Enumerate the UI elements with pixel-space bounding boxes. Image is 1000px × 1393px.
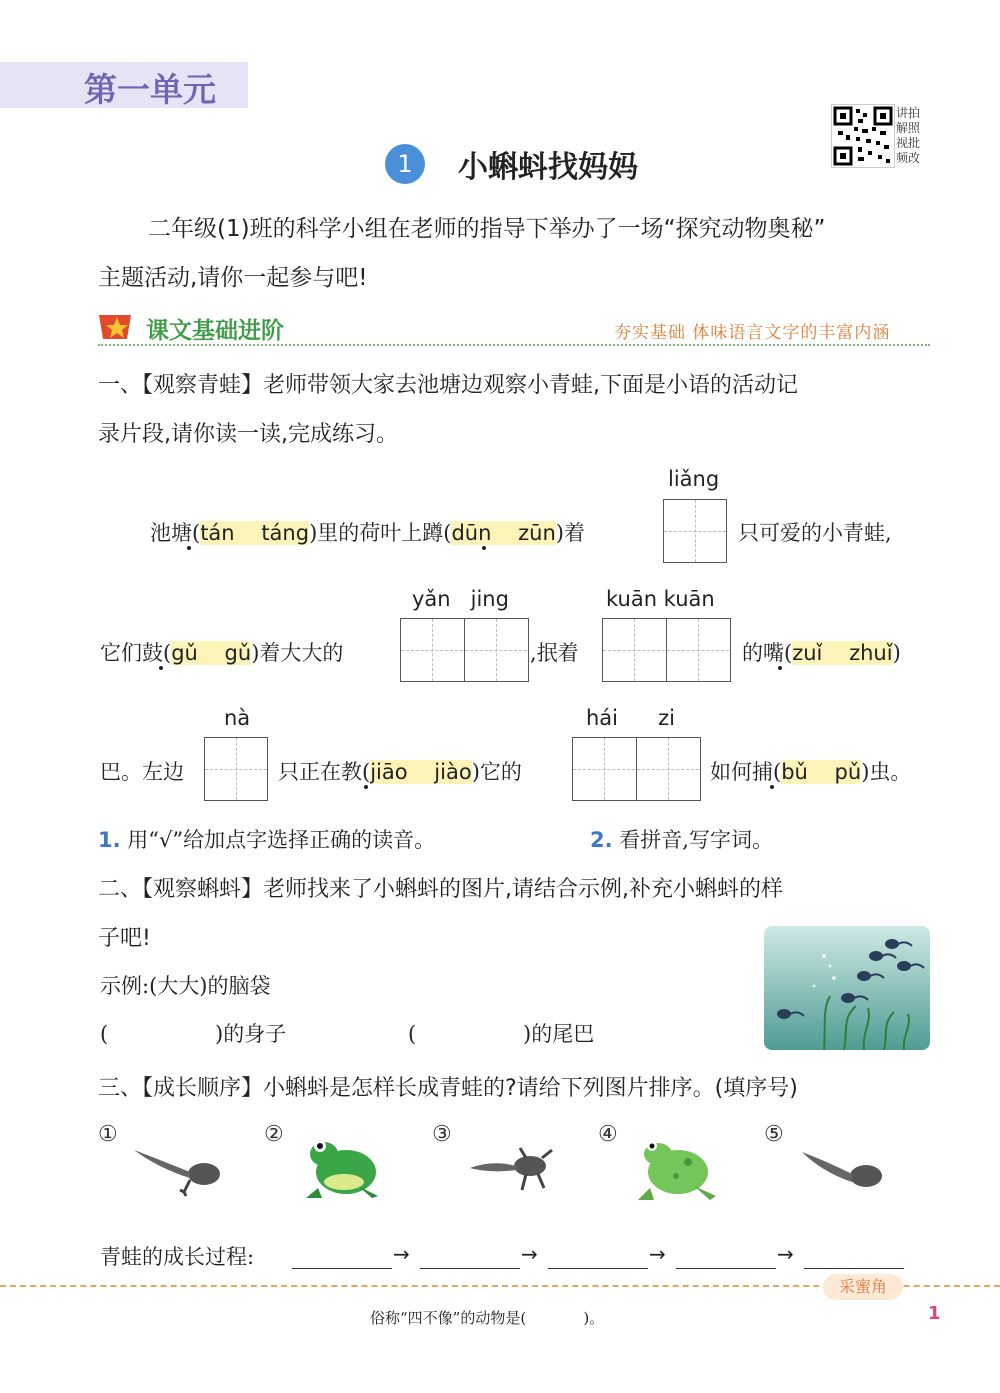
pinyin-option[interactable]: zūn <box>518 521 556 545</box>
image-label: ① <box>98 1122 118 1147</box>
emphasis-dot <box>187 546 191 550</box>
q2-blank-tail[interactable]: ( )的尾巴 <box>408 1022 595 1046</box>
frog-with-tail-image[interactable] <box>628 1132 720 1208</box>
tadpole-four-legs-image[interactable] <box>466 1136 562 1204</box>
answer-blank[interactable] <box>804 1268 904 1269</box>
q1-row3-a: 巴。左边 <box>100 760 184 784</box>
pinyin-option[interactable]: bǔ <box>781 760 808 784</box>
arrow-icon: → <box>649 1242 666 1266</box>
pinyin-option[interactable]: zhuǐ <box>849 641 893 665</box>
pinyin-option[interactable]: jiāo <box>370 760 408 784</box>
writing-box[interactable] <box>663 499 727 563</box>
text: )虫。 <box>861 760 912 784</box>
q1-row2-c <box>742 637 901 667</box>
pinyin-prompt: nà <box>224 706 251 730</box>
answer-blank[interactable] <box>548 1268 648 1269</box>
q1-row1 <box>150 517 585 547</box>
answer-blank[interactable] <box>676 1268 776 1269</box>
image-label: ⑤ <box>764 1122 784 1147</box>
text: 它们鼓( <box>100 641 172 665</box>
emphasis-dot <box>778 666 782 670</box>
q1-heading-1: 一、【观察青蛙】老师带领大家去池塘边观察小青蛙,下面是小语的活动记 <box>98 373 798 398</box>
qr-caption: 讲拍 解照 视批 频改 <box>896 106 921 165</box>
section-title: 课文基础进阶 <box>146 318 284 344</box>
task-text: 用“√”给加点字选择正确的读音。 <box>127 828 436 852</box>
page-number: 1 <box>928 1303 941 1324</box>
pinyin-prompt: kuān kuān <box>606 587 715 611</box>
task-text: 看拼音,写字词。 <box>619 828 773 852</box>
q1-row1-tail: 只可爱的小青蛙, <box>738 521 892 545</box>
section-slogan: 夯实基础 体味语言文字的丰富内涵 <box>614 323 891 343</box>
image-label: ④ <box>598 1122 618 1147</box>
growth-process-label: 青蛙的成长过程: <box>100 1245 255 1269</box>
tadpole-pond-image <box>764 926 930 1054</box>
pinyin-prompt: liǎng <box>668 467 720 491</box>
q2-heading-2: 子吧! <box>98 926 151 951</box>
footer-trivia: 俗称“四不像”的动物是( )。 <box>370 1309 605 1327</box>
q2-example: 示例:(大大)的脑袋 <box>100 974 271 998</box>
arrow-icon: → <box>521 1242 538 1266</box>
pinyin-option[interactable]: gǔ <box>171 641 198 665</box>
task-number: 1. <box>98 828 121 852</box>
pinyin-option[interactable]: zuǐ <box>792 641 823 665</box>
pinyin-option[interactable]: tán <box>200 521 235 545</box>
pinyin-option[interactable]: táng <box>261 521 310 545</box>
qr-code-icon[interactable] <box>831 104 895 168</box>
writing-box[interactable] <box>572 737 701 801</box>
writing-box[interactable] <box>204 737 268 801</box>
text: 池塘( <box>150 521 201 545</box>
text: )它的 <box>471 760 522 784</box>
text: )着大大的 <box>251 641 344 665</box>
star-icon <box>97 311 137 347</box>
pinyin-option[interactable]: dūn <box>451 521 492 545</box>
q3-heading: 三、【成长顺序】小蝌蚪是怎样长成青蛙的?请给下列图片排序。(填序号) <box>98 1076 798 1101</box>
text: )里的荷叶上蹲( <box>309 521 452 545</box>
answer-blank[interactable] <box>420 1268 520 1269</box>
tadpole-legs-image[interactable] <box>130 1128 226 1202</box>
image-label: ③ <box>432 1122 452 1147</box>
tadpole-image[interactable] <box>798 1142 888 1202</box>
answer-blank[interactable] <box>292 1268 392 1269</box>
lesson-title: 小蝌蚪找妈妈 <box>458 150 638 185</box>
pinyin-prompt: yǎn jing <box>412 587 509 611</box>
arrow-icon: → <box>393 1242 410 1266</box>
lesson-number: 1 <box>385 144 425 184</box>
pinyin-prompt: hái zi <box>586 706 675 730</box>
writing-box[interactable] <box>400 618 529 682</box>
q1-heading-2: 录片段,请你读一读,完成练习。 <box>98 422 398 447</box>
q1-row3-b <box>278 756 522 786</box>
text: 如何捕( <box>710 760 782 784</box>
q1-task-1 <box>98 824 435 854</box>
pinyin-option[interactable]: pǔ <box>834 760 862 784</box>
emphasis-dot <box>770 785 774 789</box>
q2-blank-body[interactable]: ( )的身子 <box>100 1022 287 1046</box>
pinyin-option[interactable]: jiào <box>434 760 472 784</box>
writing-box[interactable] <box>602 618 731 682</box>
q2-heading-1: 二、【观察蝌蚪】老师找来了小蝌蚪的图片,请结合示例,补充小蝌蚪的样 <box>98 877 783 902</box>
q1-row2-a <box>100 637 343 667</box>
green-frog-image[interactable] <box>298 1130 388 1206</box>
intro-line-1: 二年级(1)班的科学小组在老师的指导下举办了一场“探究动物奥秘” <box>148 216 826 242</box>
q1-row3-c <box>710 756 911 786</box>
arrow-icon: → <box>777 1242 794 1266</box>
image-label: ② <box>264 1122 284 1147</box>
text: )着 <box>555 521 585 545</box>
text: 的嘴( <box>742 641 793 665</box>
q1-row2-b: ,抿着 <box>530 641 579 665</box>
task-number: 2. <box>590 828 613 852</box>
text: 只正在教( <box>278 760 371 784</box>
q1-task-2 <box>590 824 773 854</box>
emphasis-dot <box>364 785 368 789</box>
emphasis-dot <box>482 546 486 550</box>
text: ) <box>892 641 901 665</box>
intro-line-2: 主题活动,请你一起参与吧! <box>98 265 368 291</box>
unit-title: 第一单元 <box>84 70 216 109</box>
emphasis-dot <box>159 666 163 670</box>
pinyin-option[interactable]: gǔ <box>224 641 252 665</box>
footer-badge: 采蜜角 <box>823 1274 903 1300</box>
